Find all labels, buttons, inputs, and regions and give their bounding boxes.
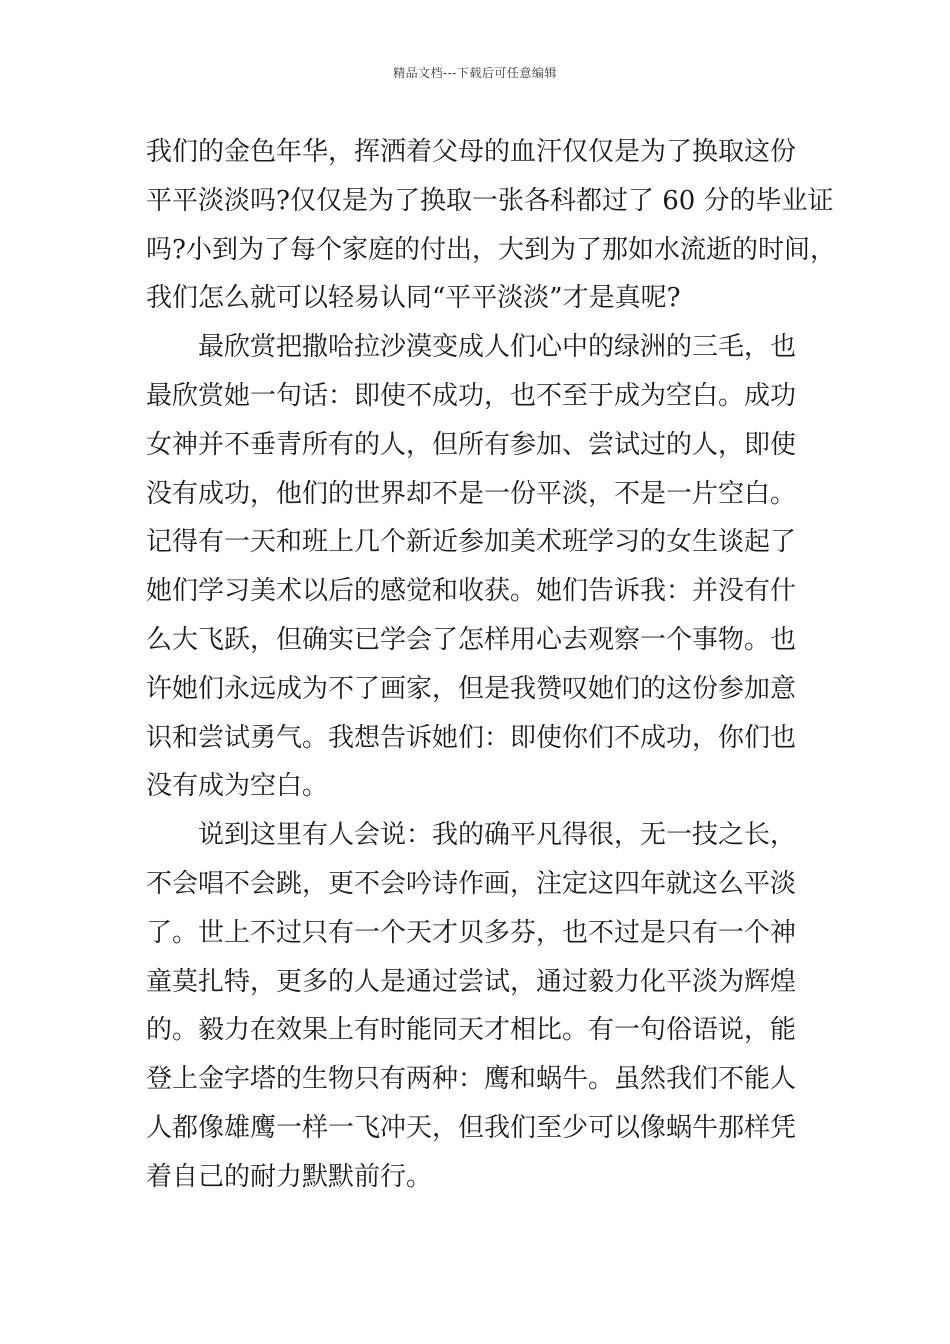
paragraph-2 [146,323,826,811]
paragraph-3 [146,811,826,1201]
paragraph-1 [146,128,836,323]
text-line: 最欣赏她一句话：即使不成功，也不至于成为空白。成功 [146,380,797,411]
document-body [146,128,836,1202]
text-line: 我们怎么就可以轻易认同“平平淡淡”才是真呢? [146,283,681,314]
text-line: 识和尝试勇气。我想告诉她们：即使你们不成功，你们也 [146,722,797,753]
text-line: 她们学习美术以后的感觉和收获。她们告诉我：并没有什 [146,576,797,607]
text-line: 最欣赏把撒哈拉沙漠变成人们心中的绿洲的三毛，也 [198,332,797,363]
text-line: 记得有一天和班上几个新近参加美术班学习的女生谈起了 [146,527,797,558]
text-line: 不会唱不会跳，更不会吟诗作画，注定这四年就这么平淡 [146,868,797,899]
text-line: 平平淡淡吗?仅仅是为了换取一张各科都过了 60 分的毕业证 [146,185,834,216]
text-line: 吗?小到为了每个家庭的付出，大到为了那如水流逝的时间， [146,234,836,265]
text-line: 女神并不垂青所有的人，但所有参加、尝试过的人，即使 [146,429,797,460]
text-line: 的。毅力在效果上有时能同天才相比。有一句俗语说，能 [146,1015,797,1046]
text-line: 没有成为空白。 [146,771,329,802]
text-line: 么大飞跃，但确实已学会了怎样用心去观察一个事物。也 [146,624,797,655]
text-line: 许她们永远成为不了画家，但是我赞叹她们的这份参加意 [146,673,797,704]
text-line: 童莫扎特，更多的人是通过尝试，通过毅力化平淡为辉煌 [146,966,797,997]
text-line: 人都像雄鹰一样一飞冲天，但我们至少可以像蜗牛那样凭 [146,1112,797,1143]
text-line: 没有成功，他们的世界却不是一份平淡，不是一片空白。 [146,478,797,509]
text-line: 着自己的耐力默默前行。 [146,1161,433,1192]
text-line: 了。世上不过只有一个天才贝多芬，也不过是只有一个神 [146,917,797,948]
text-line: 登上金字塔的生物只有两种：鹰和蜗牛。虽然我们不能人 [146,1064,797,1095]
page-header: 精品文档---下载后可任意编辑 [393,66,557,80]
text-line: 说到这里有人会说：我的确平凡得很，无一技之长， [198,820,797,851]
text-line: 我们的金色年华，挥洒着父母的血汗仅仅是为了换取这份 [146,137,797,167]
